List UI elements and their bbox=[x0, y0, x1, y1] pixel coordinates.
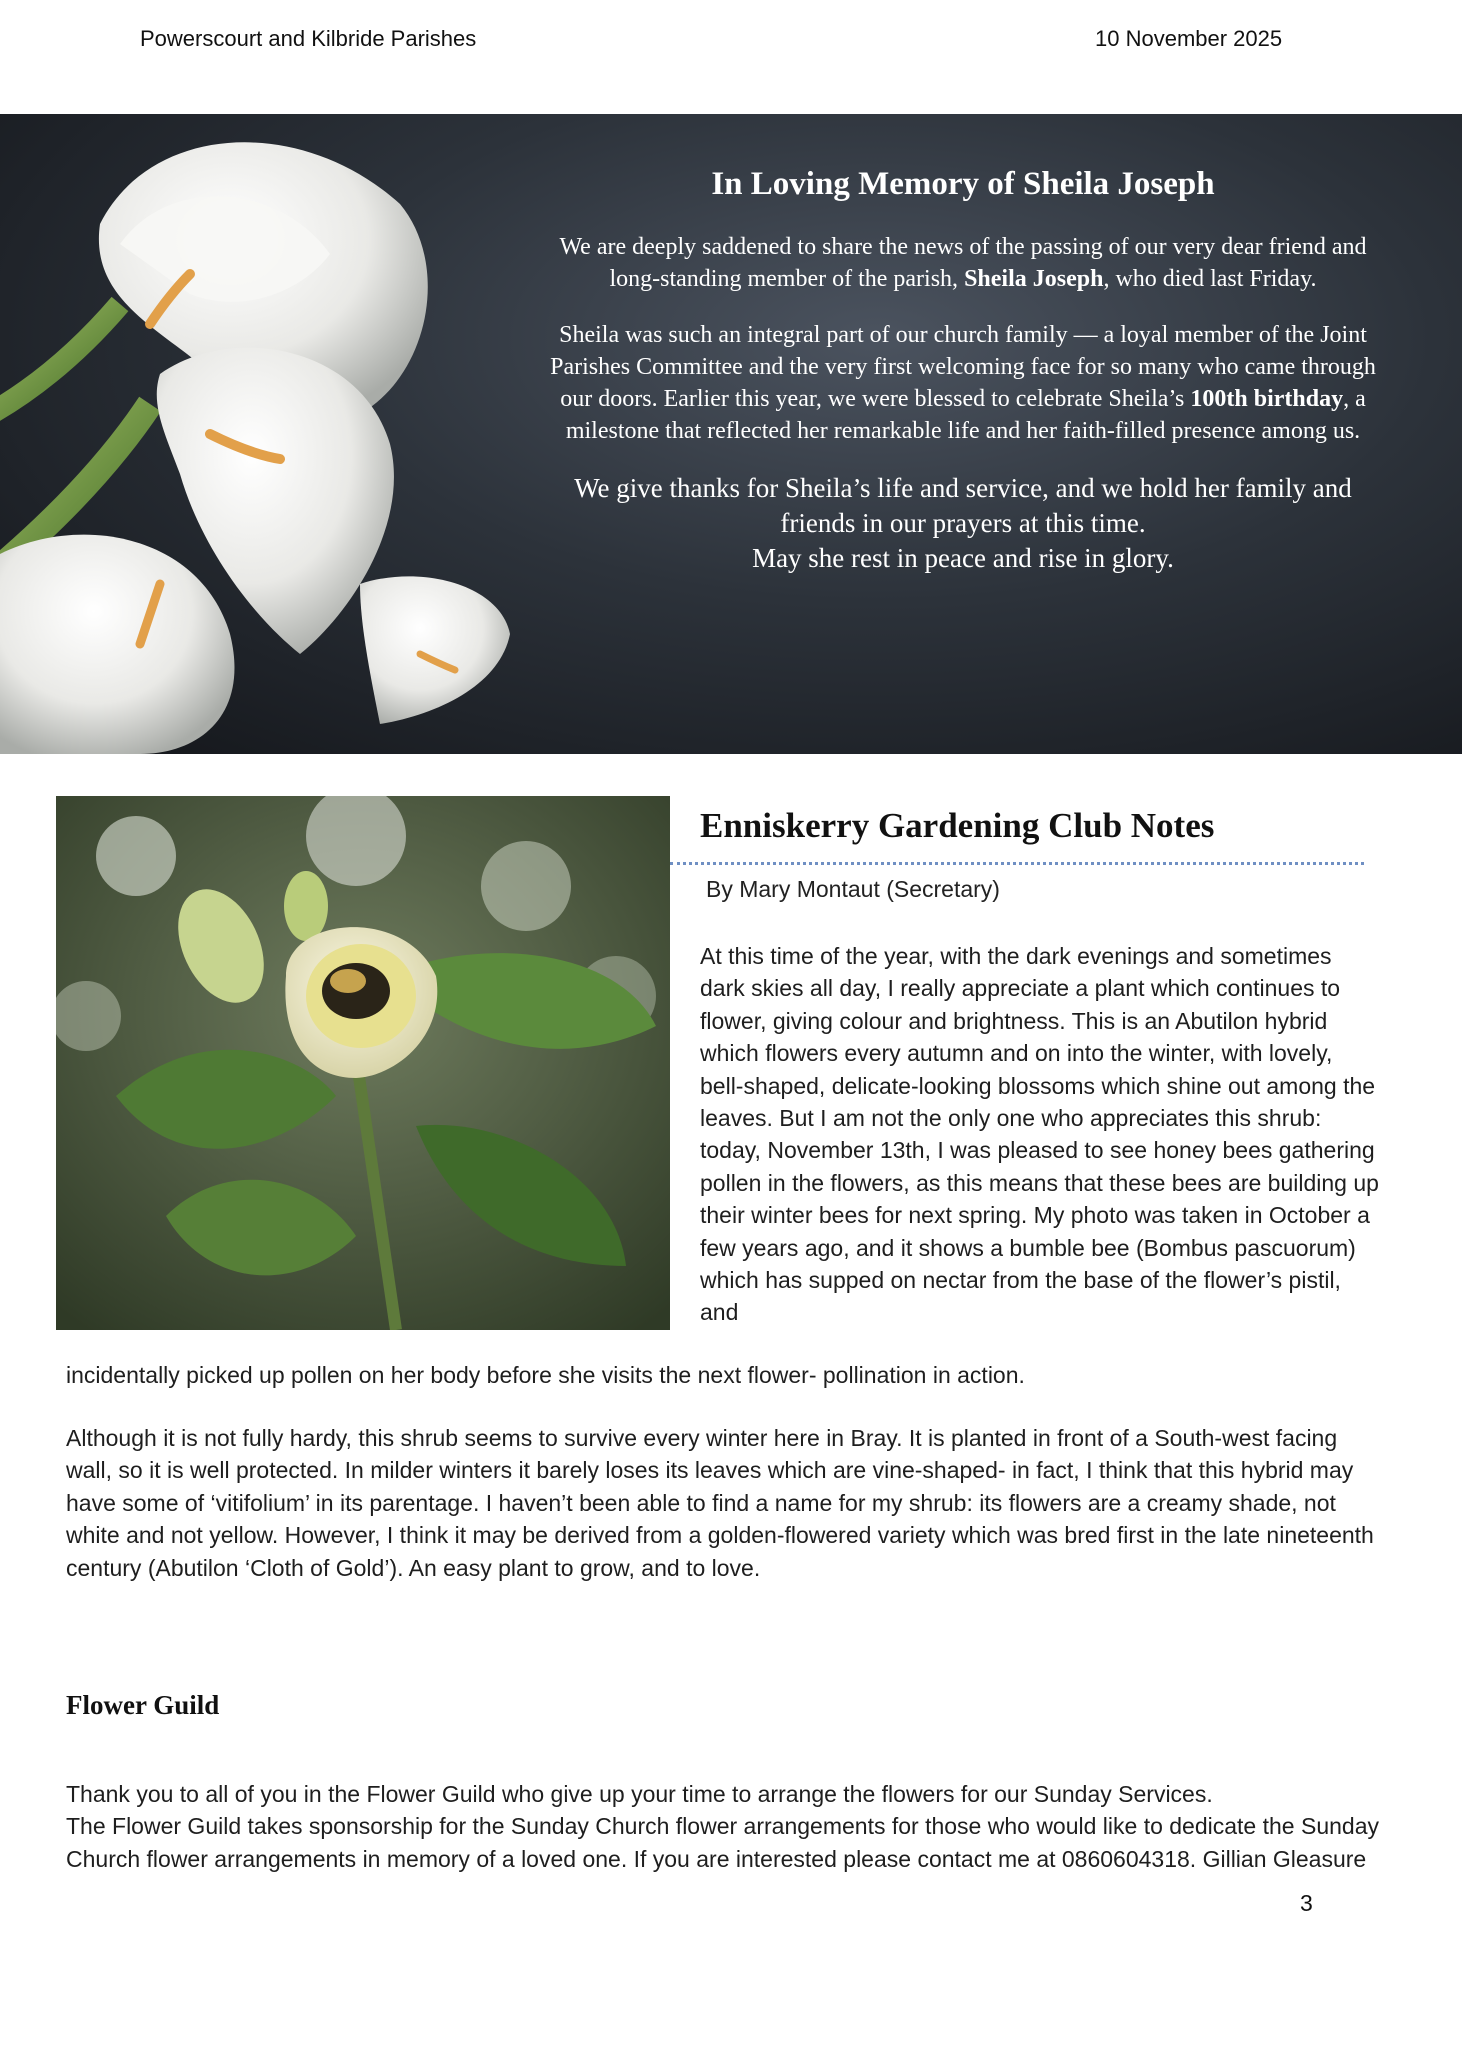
memorial-blessing: May she rest in peace and rise in glory. bbox=[752, 543, 1174, 573]
title-divider bbox=[670, 862, 1364, 865]
memorial-p3-text: We give thanks for Sheila’s life and service, and we hold her family and friends in our prayers at this time. bbox=[574, 473, 1352, 538]
memorial-p2-text: Sheila was such an integral part of our church family — a loyal member of the Joint Parishes Committee and the very first welcoming face for so many who came through our doors. Earlier this year, we were blessed to celebrate Sheila’s bbox=[550, 322, 1376, 412]
memorial-title: In Loving Memory of Sheila Joseph bbox=[711, 166, 1215, 202]
memorial-birthday: 100th birthday bbox=[1190, 386, 1344, 412]
memorial-paragraph-3 bbox=[548, 471, 1378, 576]
header-date: 10 November 2025 bbox=[1095, 26, 1283, 51]
memorial-paragraph-2 bbox=[548, 319, 1378, 447]
memorial-paragraph-1 bbox=[548, 231, 1378, 295]
page-number: 3 bbox=[1300, 1890, 1313, 1916]
memorial-banner bbox=[0, 114, 1462, 754]
memorial-p1-end: , who died last Friday. bbox=[1103, 266, 1317, 292]
gardening-paragraph-2: Although it is not fully hardy, this shrub seems to survive every winter here in Bray. It is planted in front of a South-west facing wall, so it is well protected. In milder winters it barely loses its leaves which are vine-shaped- in fact, I think that this hybrid may have some of ‘vitifolium’ in its parentage. I haven’t been able to find a name for my shrub: its flowers are a creamy shade, not white and not yellow. However, I think it may be derived from a golden-flowered variety which was bred first in the late nineteenth century (Abutilon ‘Cloth of Gold’). An easy plant to grow, and to love. bbox=[66, 1425, 1374, 1581]
flower-guild-line-1: Thank you to all of you in the Flower Guild who give up your time to arrange the flowers for our Sunday Services. bbox=[66, 1781, 1213, 1807]
flower-guild-title: Flower Guild bbox=[66, 1690, 220, 1720]
gardening-author: By Mary Montaut (Secretary) bbox=[706, 876, 1000, 902]
gardening-paragraph-1-continued: incidentally picked up pollen on her body before she visits the next flower- pollination in action. bbox=[66, 1362, 1025, 1388]
flower-guild-line-2: The Flower Guild takes sponsorship for the Sunday Church flower arrangements for those who would like to dedicate the Sunday Church flower arrangements in memory of a loved one. If you are interested please contact me at 0860604318. Gillian Gleasure bbox=[66, 1813, 1379, 1872]
calla-lilies-image bbox=[0, 114, 560, 754]
header-parish-name: Powerscourt and Kilbride Parishes bbox=[140, 26, 477, 51]
memorial-name: Sheila Joseph bbox=[964, 266, 1104, 292]
gardening-paragraph-1: At this time of the year, with the dark evenings and sometimes dark skies all day, I really appreciate a plant which continues to flower, giving colour and brightness. This is an Abutilon hybrid which flowers every autumn and on into the winter, with lovely, bell-shaped, delicate-looking blossoms which shine out among the leaves. But I am not the only one who appreciates this shrub: today, November 13th, I was pleased to see honey bees gathering pollen in the flowers, as this means that these bees are building up their winter bees for next spring. My photo was taken in October a few years ago, and it shows a bumble bee (Bombus pascuorum) which has supped on nectar from the base of the flower’s pistil, and bbox=[700, 943, 1379, 1326]
gardening-title: Enniskerry Gardening Club Notes bbox=[700, 806, 1215, 845]
flower-guild-body bbox=[66, 1778, 1396, 1875]
memorial-p1-text: We are deeply saddened to share the news of the passing of our very dear friend and long-standing member of the parish, bbox=[559, 234, 1367, 292]
memorial-text bbox=[548, 166, 1378, 600]
abutilon-bee-photo bbox=[56, 796, 670, 1330]
memorial-p2-end: , a milestone that reflected her remarkable life and her faith-filled presence among us. bbox=[565, 386, 1366, 444]
